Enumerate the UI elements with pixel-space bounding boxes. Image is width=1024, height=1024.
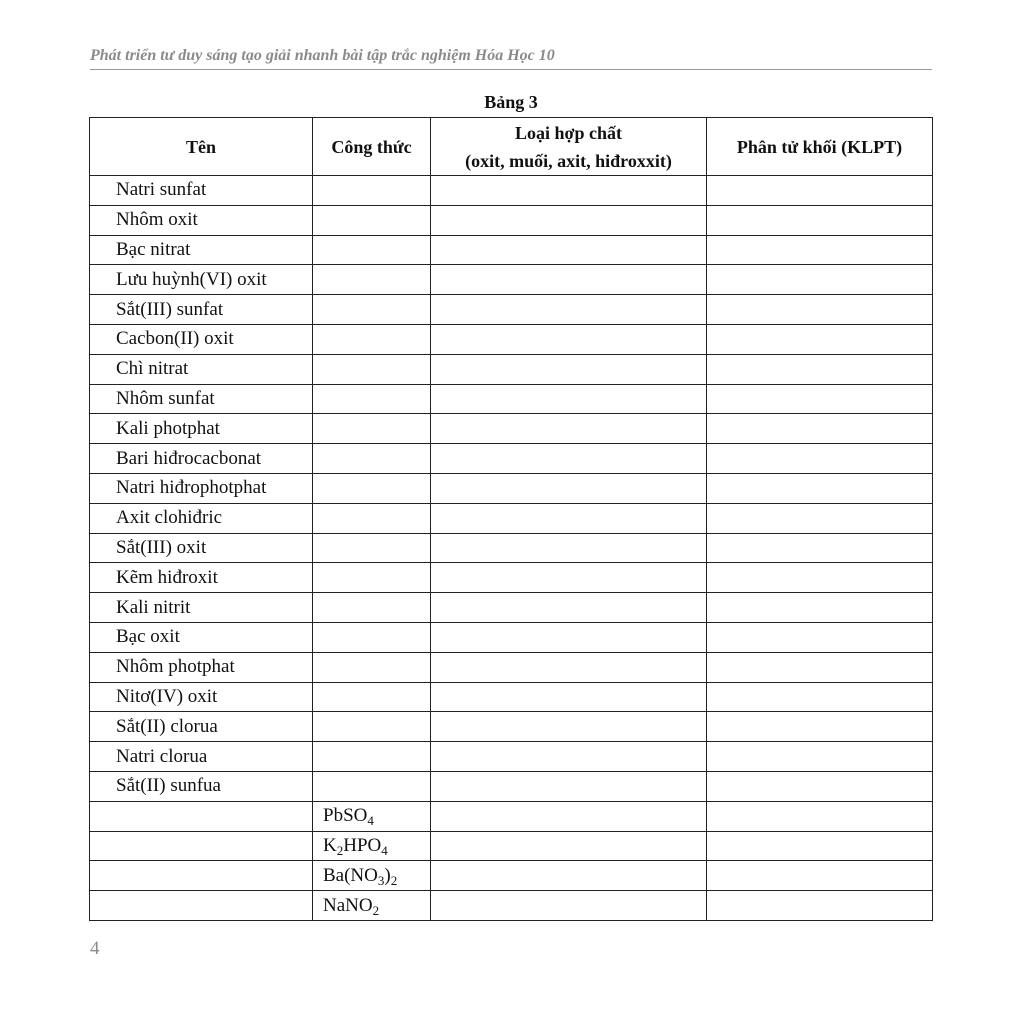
- cell-molar-mass[interactable]: [707, 831, 933, 861]
- col-header-compound-type-line1: Loại hợp chất: [515, 122, 622, 143]
- table-row: [90, 593, 933, 623]
- table-row: [90, 324, 933, 354]
- cell-molar-mass[interactable]: [707, 801, 933, 831]
- cell-formula: [313, 652, 431, 682]
- cell-name: Lưu huỳnh(VI) oxit: [90, 265, 313, 295]
- table-row: [90, 533, 933, 563]
- cell-name: [90, 801, 313, 831]
- formula-text: HPO: [343, 834, 382, 856]
- cell-name: Axit clohiđric: [90, 503, 313, 533]
- formula-subscript: 2: [336, 842, 344, 858]
- cell-molar-mass[interactable]: [707, 414, 933, 444]
- table-row: [90, 682, 933, 712]
- formula-text: Ba(NO: [323, 864, 378, 886]
- cell-molar-mass[interactable]: [707, 593, 933, 623]
- cell-formula: [313, 324, 431, 354]
- cell-formula: [313, 712, 431, 742]
- cell-compound-type[interactable]: [431, 563, 707, 593]
- table-row: [90, 503, 933, 533]
- table-row: [90, 652, 933, 682]
- page-number: 4: [90, 938, 100, 959]
- cell-compound-type[interactable]: [431, 622, 707, 652]
- table-row: [90, 801, 933, 831]
- cell-formula: [313, 235, 431, 265]
- table-row: [90, 861, 933, 891]
- cell-name: [90, 861, 313, 891]
- cell-molar-mass[interactable]: [707, 891, 933, 921]
- cell-molar-mass[interactable]: [707, 473, 933, 503]
- table-row: [90, 742, 933, 772]
- cell-compound-type[interactable]: [431, 503, 707, 533]
- cell-molar-mass[interactable]: [707, 861, 933, 891]
- cell-molar-mass[interactable]: [707, 682, 933, 712]
- cell-compound-type[interactable]: [431, 831, 707, 861]
- cell-formula: [313, 295, 431, 325]
- cell-compound-type[interactable]: [431, 354, 707, 384]
- cell-formula: [313, 682, 431, 712]
- table-row: [90, 354, 933, 384]
- cell-molar-mass[interactable]: [707, 295, 933, 325]
- formula-subscript: 2: [390, 872, 398, 888]
- cell-compound-type[interactable]: [431, 533, 707, 563]
- table-header-row: [90, 118, 933, 176]
- cell-formula: [313, 176, 431, 206]
- table-row: [90, 295, 933, 325]
- table-row: [90, 444, 933, 474]
- col-header-compound-type: [431, 118, 707, 176]
- cell-name: Kẽm hiđroxit: [90, 563, 313, 593]
- cell-molar-mass[interactable]: [707, 533, 933, 563]
- cell-name: Natri sunfat: [90, 176, 313, 206]
- running-header: Phát triển tư duy sáng tạo giải nhanh bài tập trắc nghiệm Hóa Học 10: [90, 47, 932, 70]
- cell-compound-type[interactable]: [431, 652, 707, 682]
- cell-compound-type[interactable]: [431, 473, 707, 503]
- table-row: [90, 891, 933, 921]
- table-row: [90, 205, 933, 235]
- cell-compound-type[interactable]: [431, 771, 707, 801]
- formula-subscript: 2: [372, 902, 380, 918]
- cell-compound-type[interactable]: [431, 861, 707, 891]
- col-header-formula: Công thức: [313, 118, 431, 176]
- cell-name: Bari hiđrocacbonat: [90, 444, 313, 474]
- table-row: [90, 176, 933, 206]
- cell-formula: [313, 444, 431, 474]
- cell-formula: [313, 354, 431, 384]
- cell-name: Sắt(III) oxit: [90, 533, 313, 563]
- cell-formula: [313, 861, 431, 891]
- cell-compound-type[interactable]: [431, 176, 707, 206]
- cell-name: [90, 831, 313, 861]
- cell-name: Nitơ(IV) oxit: [90, 682, 313, 712]
- cell-name: Kali photphat: [90, 414, 313, 444]
- formula-text: PbSO: [323, 805, 368, 827]
- cell-formula: [313, 265, 431, 295]
- table-row: [90, 414, 933, 444]
- cell-name: Natri clorua: [90, 742, 313, 772]
- cell-name: Nhôm sunfat: [90, 384, 313, 414]
- table-row: [90, 831, 933, 861]
- cell-molar-mass[interactable]: [707, 563, 933, 593]
- cell-molar-mass[interactable]: [707, 503, 933, 533]
- cell-compound-type[interactable]: [431, 295, 707, 325]
- cell-compound-type[interactable]: [431, 891, 707, 921]
- cell-formula: [313, 503, 431, 533]
- cell-molar-mass[interactable]: [707, 265, 933, 295]
- table-row: [90, 265, 933, 295]
- cell-molar-mass[interactable]: [707, 652, 933, 682]
- table-row: [90, 622, 933, 652]
- cell-molar-mass[interactable]: [707, 354, 933, 384]
- table-row: [90, 563, 933, 593]
- formula-subscript: 4: [367, 813, 374, 829]
- cell-name: Bạc nitrat: [90, 235, 313, 265]
- cell-molar-mass[interactable]: [707, 712, 933, 742]
- formula-text: K: [323, 834, 337, 856]
- cell-formula: [313, 205, 431, 235]
- col-header-name: Tên: [90, 118, 313, 176]
- cell-molar-mass[interactable]: [707, 742, 933, 772]
- cell-formula: [313, 473, 431, 503]
- cell-formula: [313, 831, 431, 861]
- cell-molar-mass[interactable]: [707, 235, 933, 265]
- formula-subscript: 4: [381, 842, 388, 858]
- cell-name: Natri hiđrophotphat: [90, 473, 313, 503]
- table-row: [90, 384, 933, 414]
- formula-text: ): [384, 864, 391, 886]
- cell-formula: [313, 563, 431, 593]
- cell-name: Sắt(II) sunfua: [90, 771, 313, 801]
- cell-formula: [313, 801, 431, 831]
- cell-name: Chì nitrat: [90, 354, 313, 384]
- cell-formula: [313, 622, 431, 652]
- cell-compound-type[interactable]: [431, 742, 707, 772]
- cell-compound-type[interactable]: [431, 205, 707, 235]
- cell-formula: [313, 771, 431, 801]
- table-row: [90, 771, 933, 801]
- cell-formula: [313, 384, 431, 414]
- cell-compound-type[interactable]: [431, 593, 707, 623]
- cell-compound-type[interactable]: [431, 324, 707, 354]
- cell-name: Kali nitrit: [90, 593, 313, 623]
- cell-molar-mass[interactable]: [707, 205, 933, 235]
- table-row: [90, 235, 933, 265]
- cell-formula: [313, 742, 431, 772]
- table-body: [90, 176, 933, 921]
- formula-text: NaNO: [323, 894, 373, 916]
- cell-name: Sắt(II) clorua: [90, 712, 313, 742]
- cell-formula: [313, 593, 431, 623]
- cell-compound-type[interactable]: [431, 801, 707, 831]
- cell-formula: [313, 891, 431, 921]
- cell-formula: [313, 533, 431, 563]
- cell-compound-type[interactable]: [431, 414, 707, 444]
- compound-table: [89, 117, 933, 921]
- cell-molar-mass[interactable]: [707, 622, 933, 652]
- cell-name: Sắt(III) sunfat: [90, 295, 313, 325]
- cell-name: Bạc oxit: [90, 622, 313, 652]
- cell-name: Nhôm photphat: [90, 652, 313, 682]
- cell-formula: [313, 414, 431, 444]
- col-header-molar-mass: Phân tử khối (KLPT): [707, 118, 933, 176]
- table-caption: Bảng 3: [484, 92, 538, 112]
- table-row: [90, 712, 933, 742]
- cell-compound-type[interactable]: [431, 384, 707, 414]
- cell-molar-mass[interactable]: [707, 176, 933, 206]
- cell-name: Nhôm oxit: [90, 205, 313, 235]
- cell-molar-mass[interactable]: [707, 384, 933, 414]
- cell-compound-type[interactable]: [431, 235, 707, 265]
- formula-subscript: 3: [377, 872, 385, 888]
- cell-compound-type[interactable]: [431, 682, 707, 712]
- cell-molar-mass[interactable]: [707, 444, 933, 474]
- cell-compound-type[interactable]: [431, 712, 707, 742]
- cell-molar-mass[interactable]: [707, 771, 933, 801]
- cell-compound-type[interactable]: [431, 265, 707, 295]
- cell-molar-mass[interactable]: [707, 324, 933, 354]
- cell-name: Cacbon(II) oxit: [90, 324, 313, 354]
- col-header-compound-type-line2: (oxit, muối, axit, hiđroxxit): [465, 150, 672, 171]
- table-row: [90, 473, 933, 503]
- cell-name: [90, 891, 313, 921]
- cell-compound-type[interactable]: [431, 444, 707, 474]
